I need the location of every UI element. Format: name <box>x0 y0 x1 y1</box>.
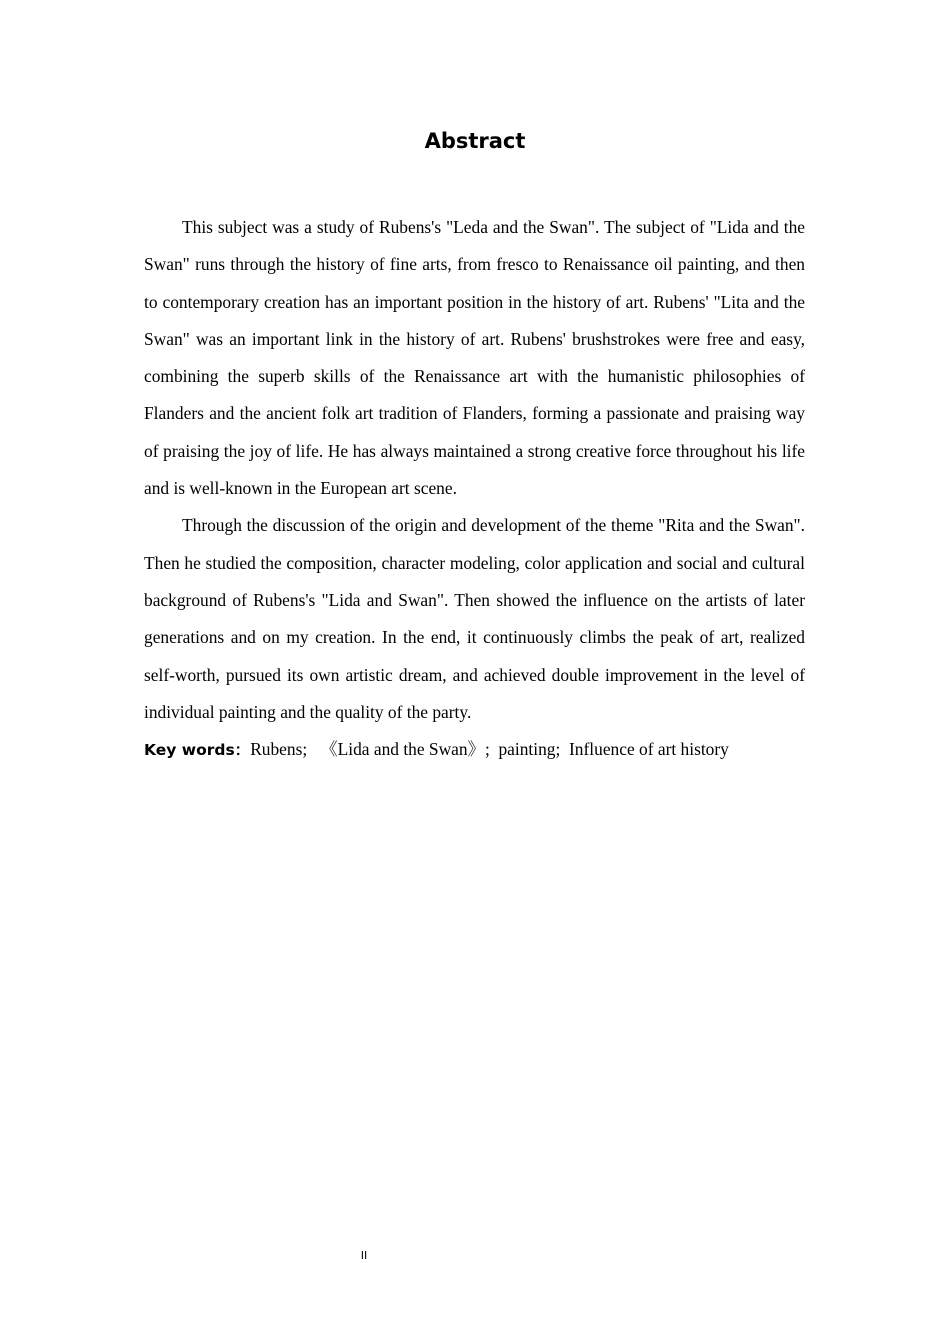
keyword-item: Influence of art history <box>569 739 729 760</box>
abstract-paragraph-1: This subject was a study of Rubens's "Leda and the Swan". The subject of "Lida and the Swan" runs through the history of fine arts, from fresco to Renaissance oil painting, and then to contemporary creation has an important position in the history of art. Rubens' "Lita and the Swan" was an important link in the history of art. Rubens' brushstrokes were free and easy, combining the superb skills of the Renaissance art with the humanistic philosophies of Flanders and the ancient folk art tradition of Flanders, forming a passionate and praising way of praising the joy of life. He has always maintained a strong creative force throughout his life and is well-known in the European art scene. <box>144 217 805 499</box>
keyword-item: 《Lida and the Swan》; <box>320 739 490 760</box>
abstract-paragraph-2: Through the discussion of the origin and development of the theme "Rita and the Swan". Then he studied the composition, character modeling, color application and social and cultural background of Rubens's "Lida and Swan". Then showed the influence on the artists of later generations and on my creation. In the end, it continuously climbs the peak of art, realized self-worth, pursued its own artistic dream, and achieved double improvement in the level of individual painting and the quality of the party. <box>144 515 805 722</box>
keywords-label: Key words： <box>144 741 251 760</box>
abstract-body <box>144 209 805 769</box>
abstract-heading: Abstract <box>424 129 526 153</box>
keywords-line <box>144 731 805 769</box>
page-number: II <box>360 1249 368 1262</box>
keyword-item: painting; <box>498 739 561 760</box>
keyword-item: Rubens; <box>250 739 308 760</box>
